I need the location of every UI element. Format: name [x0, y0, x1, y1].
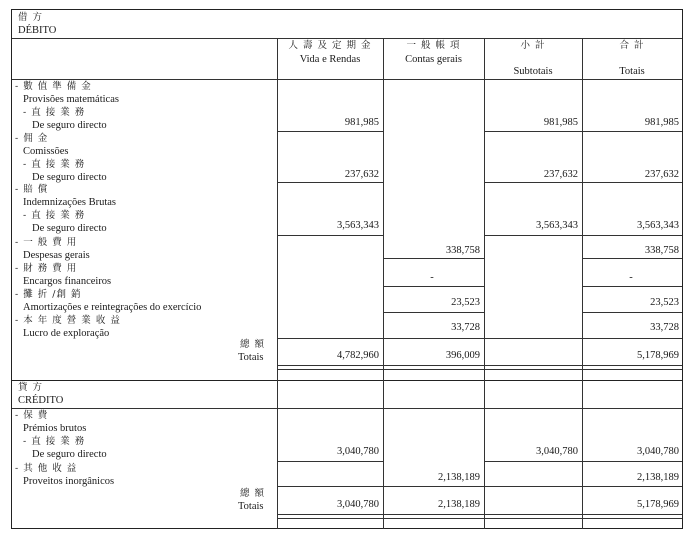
col-header-subtotal: Subtotais [513, 66, 553, 77]
rule [277, 369, 682, 370]
rule [484, 235, 682, 236]
col-line [277, 38, 278, 380]
col-header-general: Contas gerais [405, 54, 462, 65]
cell-value: 3,040,780 [637, 446, 679, 457]
col-header-life-zh: 人 壽 及 定 期 金 [288, 40, 372, 51]
rule [383, 258, 484, 259]
cell-value: 23,523 [650, 297, 679, 308]
row-sublabel: De seguro directo [32, 223, 107, 234]
total-label-zh: 總 額 [240, 339, 266, 350]
row-label: Despesas gerais [23, 250, 90, 261]
row-label-zh: - 賠 償 [15, 184, 49, 195]
total-value: 396,009 [445, 350, 480, 361]
rule [277, 235, 383, 236]
row-label-zh: - 保 費 [15, 410, 49, 421]
cell-value: 3,040,780 [536, 446, 578, 457]
credit-title-zh: 貸 方 [18, 382, 44, 393]
row-sublabel-zh: - 直 接 業 務 [23, 107, 86, 118]
total-value: 4,782,960 [337, 350, 379, 361]
cell-value: 338,758 [445, 245, 480, 256]
col-header-life: Vida e Rendas [299, 54, 361, 65]
rule [484, 461, 682, 462]
total-value: 5,178,969 [637, 350, 679, 361]
row-label: Proveitos inorgânicos [23, 476, 115, 487]
row-sublabel-zh: - 直 接 業 務 [23, 159, 86, 170]
rule [277, 514, 682, 515]
debit-title: DÉBITO [18, 25, 57, 36]
cell-value: - [430, 272, 434, 283]
row-label: Prémios brutos [23, 423, 87, 434]
accounts-table [11, 9, 683, 529]
row-sublabel: De seguro directo [32, 120, 107, 131]
cell-value: 3,040,780 [337, 446, 379, 457]
rule [383, 312, 484, 313]
rule [277, 131, 383, 132]
row-label: Comissões [23, 146, 69, 157]
cell-value: 981,985 [644, 117, 679, 128]
total-label-zh: 總 額 [240, 488, 266, 499]
rule [277, 338, 682, 339]
cell-value: 237,632 [344, 169, 379, 180]
cell-value: 3,563,343 [337, 220, 379, 231]
row-label-zh: - 本 年 度 營 業 收 益 [15, 315, 121, 326]
col-line [484, 38, 485, 380]
rule [277, 518, 682, 519]
row-label-zh: - 其 他 收 益 [15, 463, 78, 474]
row-label-zh: - 財 務 費 用 [15, 263, 78, 274]
rule [277, 182, 383, 183]
row-label-zh: - 數 值 準 備 金 [15, 81, 92, 92]
cell-value: 2,138,189 [637, 472, 679, 483]
row-label: Provisões matemáticas [23, 94, 119, 105]
col-header-total-zh: 合 計 [619, 40, 645, 51]
total-label: Totais [238, 352, 264, 363]
col-header-subtotal-zh: 小 計 [520, 40, 546, 51]
debit-title-zh: 借 方 [18, 12, 44, 23]
rule [582, 312, 682, 313]
cell-value: 2,138,189 [438, 472, 480, 483]
row-sublabel-zh: - 直 接 業 務 [23, 210, 86, 221]
rule [582, 258, 682, 259]
cell-value: 338,758 [644, 245, 679, 256]
total-value: 3,040,780 [337, 499, 379, 510]
cell-value: 981,985 [543, 117, 578, 128]
rule [484, 131, 682, 132]
rule [383, 286, 484, 287]
cell-value: 33,728 [650, 322, 679, 333]
col-header-general-zh: 一 般 帳 項 [406, 40, 461, 51]
rule [484, 182, 682, 183]
total-value: 2,138,189 [438, 499, 480, 510]
row-label: Encargos financeiros [23, 276, 112, 287]
cell-value: 237,632 [644, 169, 679, 180]
rule [582, 286, 682, 287]
cell-value: - [629, 272, 633, 283]
total-label: Totais [238, 501, 264, 512]
row-label-zh: - 佣 金 [15, 133, 49, 144]
row-label-zh: - 一 般 費 用 [15, 237, 78, 248]
cell-value: 33,728 [451, 322, 480, 333]
cell-value: 981,985 [344, 117, 379, 128]
cell-value: 3,563,343 [637, 220, 679, 231]
row-label: Indemnizações Brutas [23, 197, 117, 208]
credit-title: CRÉDITO [18, 395, 64, 406]
total-value: 5,178,969 [637, 499, 679, 510]
row-sublabel: De seguro directo [32, 449, 107, 460]
col-header-total: Totais [619, 66, 645, 77]
row-label-zh: - 攤 折 /創 銷 [15, 289, 82, 300]
cell-value: 237,632 [543, 169, 578, 180]
row-label: Amortizações e reintegrações do exercício [23, 302, 202, 313]
row-sublabel: De seguro directo [32, 172, 107, 183]
row-sublabel-zh: - 直 接 業 務 [23, 436, 86, 447]
rule [277, 365, 682, 366]
row-label: Lucro de exploração [23, 328, 110, 339]
rule [277, 461, 383, 462]
cell-value: 23,523 [451, 297, 480, 308]
cell-value: 3,563,343 [536, 220, 578, 231]
rule [277, 486, 682, 487]
